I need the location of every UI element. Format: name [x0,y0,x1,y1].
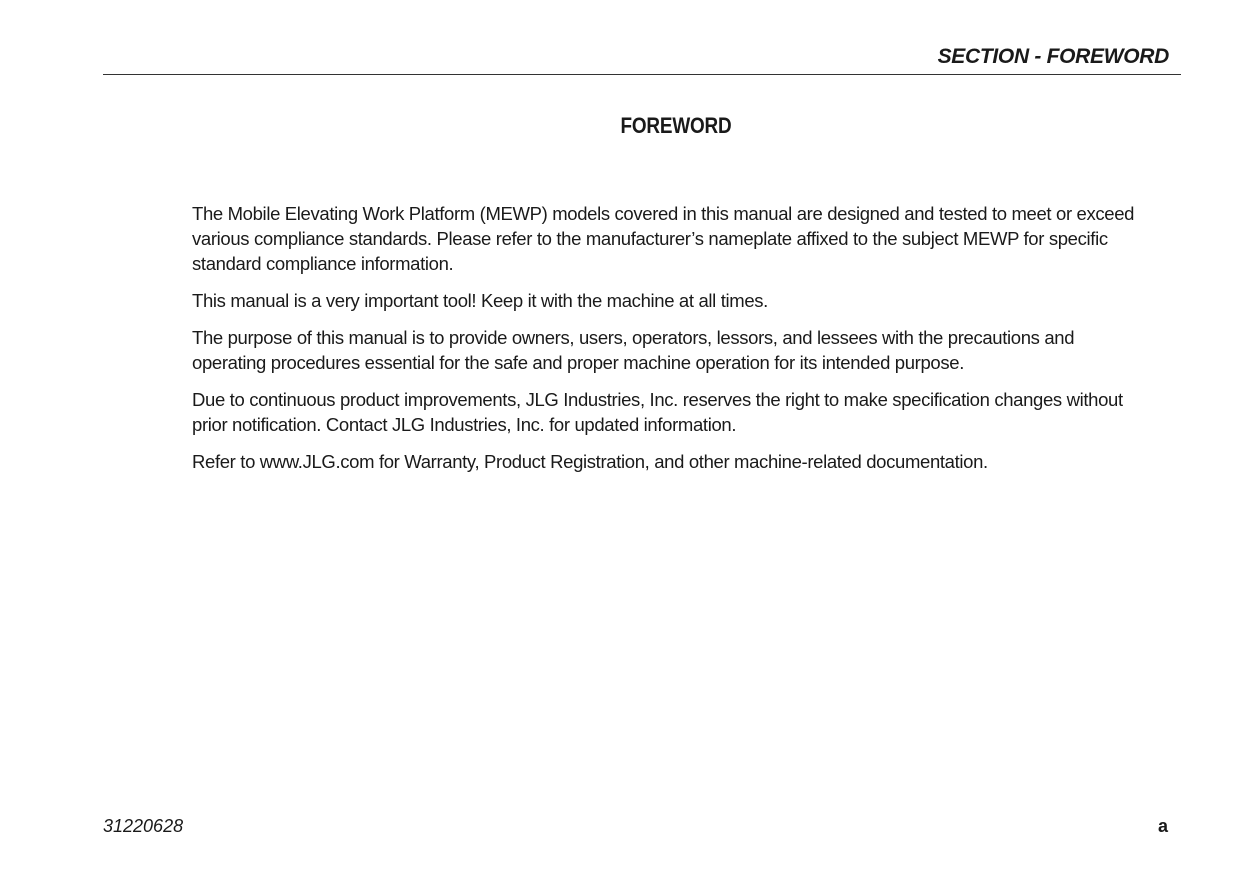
section-header-title: SECTION - FOREWORD [937,45,1169,68]
document-number: 31220628 [103,816,184,836]
paragraph-compliance: The Mobile Elevating Work Platform (MEWP) models covered in this manual are designed and tested to meet or exceed various compliance standards. Please refer to the manufacturer’s nameplate affixed to the subject MEWP for specific standard compliance information. [192,203,1135,274]
paragraph-website-reference: Refer to www.JLG.com for Warranty, Product Registration, and other machine-related documentation. [192,451,988,472]
page-title: FOREWORD [620,113,732,138]
page-number: a [1157,816,1168,836]
header-divider [103,74,1181,75]
paragraph-purpose: The purpose of this manual is to provide owners, users, operators, lessors, and lessees with the precautions and operating procedures essential for the safe and proper machine operation for its intended purpose. [192,327,1075,373]
foreword-body [192,201,1146,486]
paragraph-important-tool: This manual is a very important tool! Keep it with the machine at all times. [192,290,768,311]
paragraph-improvements: Due to continuous product improvements, JLG Industries, Inc. reserves the right to make specification changes without prior notification. Contact JLG Industries, Inc. for updated information. [192,389,1123,435]
